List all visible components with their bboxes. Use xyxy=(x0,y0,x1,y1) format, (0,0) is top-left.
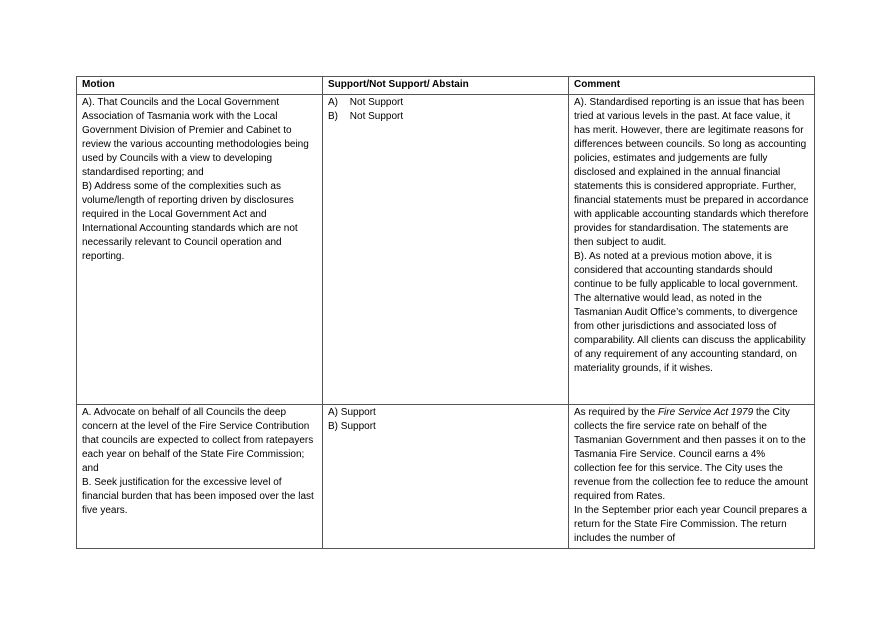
comment-text: B). As noted at a previous motion above, it is considered that accounting standards should continue to be fully applicable to local government. The alternative would lead, as noted in the Tasmanian Audit Office’s comments, to divergence from other jurisdictions and associated loss of comparability. All clients can discuss the applicability of any requirement of any accounting standard, on materiality grounds, if it wishes. xyxy=(574,251,806,374)
comment-text-part: the City collects the fire service rate on behalf of the Tasmanian Government and then passes it on to the Tasmania Fire Service. Council earns a 4% collection fee for this service. The City uses the revenue from the collection fee to reduce the amount required from Rates. xyxy=(574,407,809,502)
motion-text: B. Seek justification for the excessive level of financial burden that has been imposed over the last five years. xyxy=(82,477,314,516)
motions-table xyxy=(76,76,815,549)
table-row xyxy=(77,95,815,405)
vote-label: B) xyxy=(328,111,338,122)
table-header-row xyxy=(77,77,815,95)
comment-text: In the September prior each year Council prepares a return for the State Fire Commission. The return includes the number of xyxy=(574,505,807,544)
vote-value: Support xyxy=(340,421,376,432)
vote-value: Not Support xyxy=(349,97,404,108)
vote-label: A) xyxy=(328,97,338,108)
motion-cell xyxy=(77,95,323,405)
header-support: Support/Not Support/ Abstain xyxy=(323,77,569,95)
comment-cell xyxy=(569,95,815,405)
comment-cell xyxy=(569,405,815,549)
comment-text-part: As required by the xyxy=(574,407,658,418)
motion-cell xyxy=(77,405,323,549)
vote-label: B) xyxy=(328,421,338,432)
motion-text: A). That Councils and the Local Government Association of Tasmania work with the Local Government Division of Premier and Cabinet to review the various accounting methodologies being used by Councils with a view to developing standardised reporting; and xyxy=(82,97,309,178)
header-motion: Motion xyxy=(77,77,323,95)
table-row xyxy=(77,405,815,549)
act-title: Fire Service Act 1979 xyxy=(657,407,754,418)
motion-text: B) Address some of the complexities such as volume/length of reporting driven by disclosures required in the Local Government Act and International Accounting standards which are not necessarily relevant to Council operation and reporting. xyxy=(82,181,298,262)
vote-label: A) xyxy=(328,407,338,418)
vote-entry xyxy=(328,420,563,434)
vote-entry xyxy=(328,96,563,110)
vote-entry xyxy=(328,110,563,124)
comment-text xyxy=(574,406,809,504)
motion-text: A. Advocate on behalf of all Councils the deep concern at the level of the Fire Service Contribution that councils are expected to collect from ratepayers each year on behalf of the State Fire Commission; and xyxy=(82,407,314,474)
comment-text: A). Standardised reporting is an issue that has been tried at various levels in the past. At face value, it has merit. However, there are legitimate reasons for differences between councils. So long as accounting policies, estimates and judgements are fully disclosed and explained in the annual financial statements this is considered appropriate. Further, financial statements must be prepared in accordance with applicable accounting standards which therefore provides for standardisation. The statements are then subject to audit. xyxy=(574,97,809,248)
vote-cell xyxy=(323,405,569,549)
vote-value: Support xyxy=(340,407,376,418)
vote-cell xyxy=(323,95,569,405)
vote-entry xyxy=(328,406,563,420)
vote-value: Not Support xyxy=(349,111,404,122)
header-comment: Comment xyxy=(569,77,815,95)
